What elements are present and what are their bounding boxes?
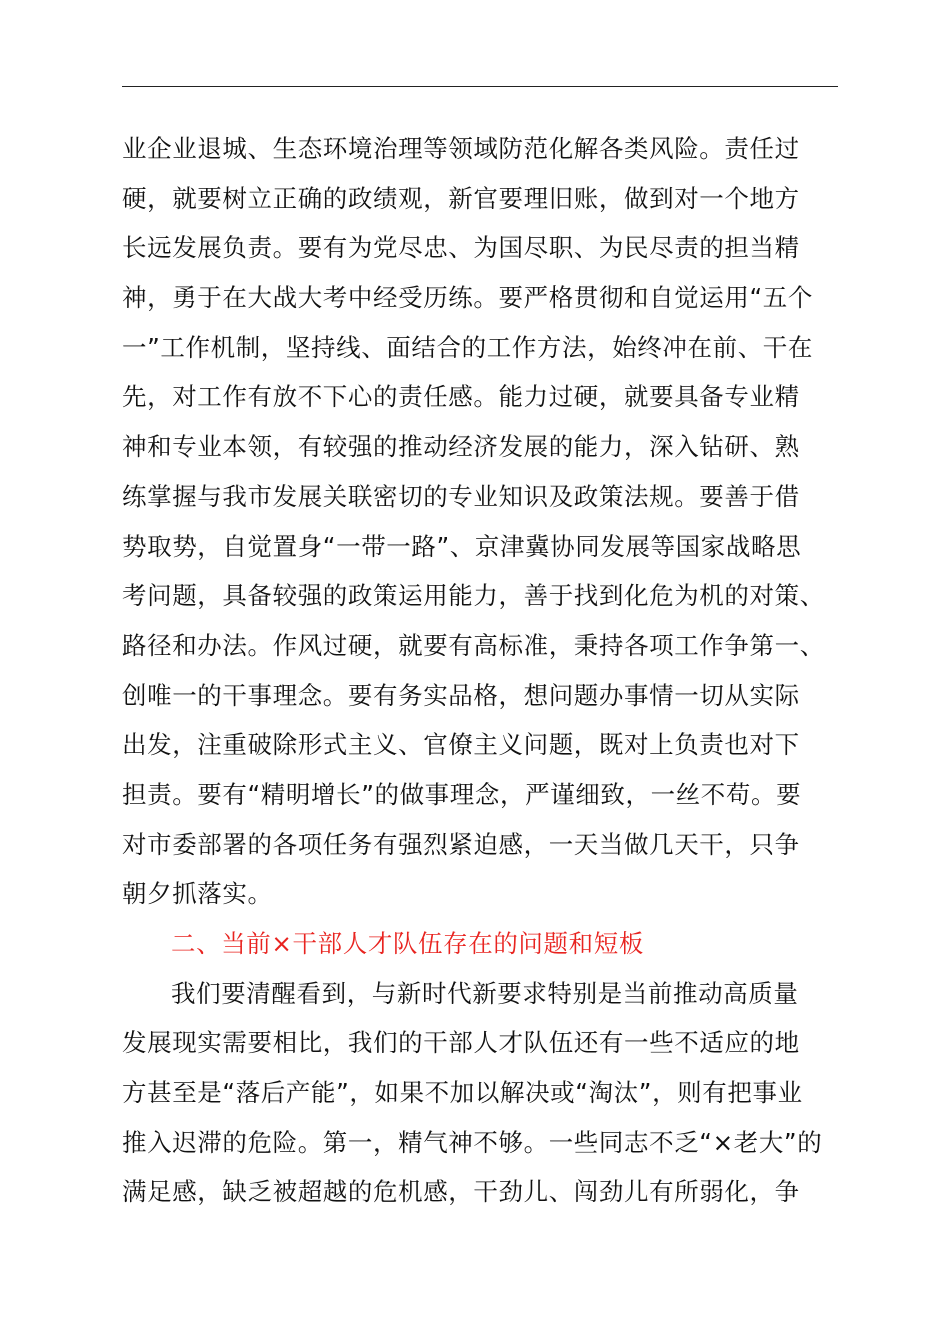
text-line: 创唯一的干事理念。要有务实品格，想问题办事情一切从实际 <box>122 680 800 710</box>
text-line: 对市委部署的各项任务有强烈紧迫感，一天当做几天干，只争 <box>122 829 800 859</box>
text-line: 满足感，缺乏被超越的危机感，干劲儿、闯劲儿有所弱化，争 <box>122 1177 800 1207</box>
text-line: 我们要清醒看到，与新时代新要求特别是当前推动高质量 <box>171 978 799 1008</box>
header-rule <box>122 86 838 87</box>
text-line: 方甚至是“落后产能”，如果不加以解决或“淘汰”，则有把事业 <box>122 1078 803 1108</box>
text-line: 发展现实需要相比，我们的干部人才队伍还有一些不适应的地 <box>122 1028 800 1058</box>
text-line: 长远发展负责。要有为党尽忠、为国尽职、为民尽责的担当精 <box>122 233 800 263</box>
text-line: 推入迟滞的危险。第一，精气神不够。一些同志不乏“×老大”的 <box>122 1127 823 1157</box>
text-line: 一”工作机制，坚持线、面结合的工作方法，始终冲在前、干在 <box>122 332 813 362</box>
text-line: 神，勇于在大战大考中经受历练。要严格贯彻和自觉运用“五个 <box>122 283 813 313</box>
text-line: 先，对工作有放不下心的责任感。能力过硬，就要具备专业精 <box>122 382 800 412</box>
text-line: 神和专业本领，有较强的推动经济发展的能力，深入钻研、熟 <box>122 432 800 462</box>
text-line: 朝夕抓落实。 <box>122 879 273 909</box>
document-body <box>122 124 846 1217</box>
text-line: 硬，就要树立正确的政绩观，新官要理旧账，做到对一个地方 <box>122 183 800 213</box>
text-line: 路径和办法。作风过硬，就要有高标准，秉持各项工作争第一、 <box>122 630 825 660</box>
text-line: 出发，注重破除形式主义、官僚主义问题，既对上负责也对下 <box>122 730 800 760</box>
text-line: 考问题，具备较强的政策运用能力，善于找到化危为机的对策、 <box>122 581 825 611</box>
text-line: 担责。要有“精明增长”的做事理念，严谨细致，一丝不苟。要 <box>122 779 802 809</box>
text-line: 业企业退城、生态环境治理等领域防范化解各类风险。责任过 <box>122 134 800 163</box>
text-line: 势取势，自觉置身“一带一路”、京津冀协同发展等国家战略思 <box>122 531 802 561</box>
text-line: 练掌握与我市发展关联密切的专业知识及政策法规。要善于借 <box>122 481 800 511</box>
section-heading: 二、当前×干部人才队伍存在的问题和短板 <box>171 929 644 958</box>
